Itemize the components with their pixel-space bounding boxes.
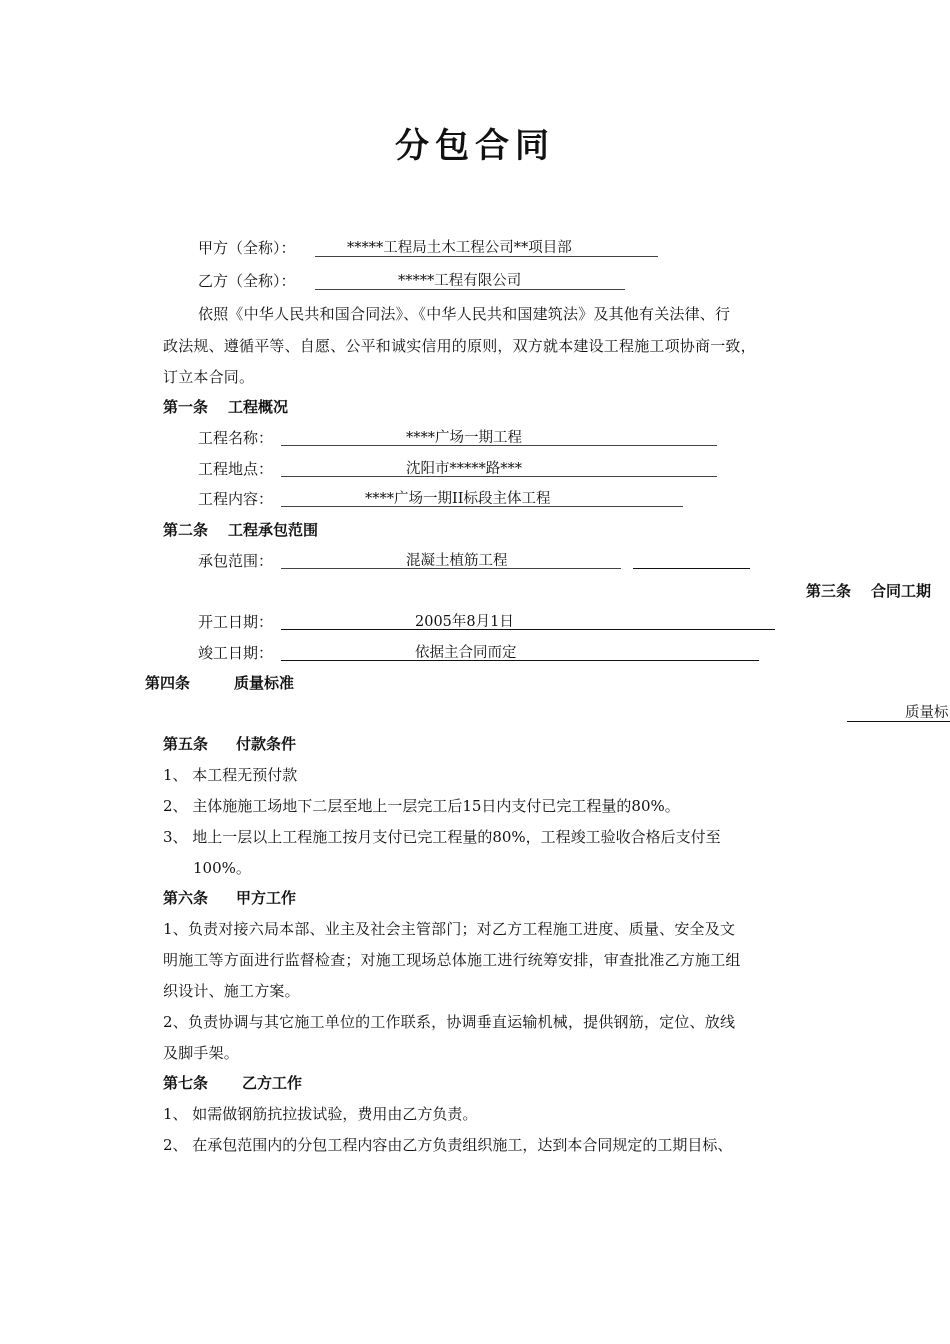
party-a-label: 甲方（全称）： [198, 239, 296, 257]
article-7-heading [163, 1073, 302, 1093]
preamble-line: 订立本合同。 [163, 368, 255, 386]
party-a-value: *****工程局土木工程公司**项目部 [347, 240, 572, 256]
project-location-value: 沈阳市*****路*** [406, 461, 522, 477]
article-title: 合同工期 [871, 582, 932, 600]
party-b-label: 乙方（全称）： [198, 272, 296, 290]
article-title: 甲方工作 [236, 889, 297, 907]
article-title: 工程概况 [228, 398, 289, 416]
article-number: 第六条 [163, 889, 209, 907]
project-name-value: ****广场一期工程 [406, 430, 522, 446]
party-b-duty-item: 2、 在承包范围内的分包工程内容由乙方负责组织施工，达到本合同规定的工期目标、 [163, 1136, 733, 1154]
preamble-line: 依照《中华人民共和国合同法》、《中华人民共和国建筑法》及其他有关法律、行 [198, 305, 731, 323]
preamble-line: 政法规、遵循平等、自愿、公平和诚实信用的原则，双方就本建设工程施工项协商一致， [163, 337, 756, 355]
article-number: 第七条 [163, 1074, 209, 1092]
project-content-label: 工程内容： [198, 490, 274, 508]
party-a-duty-line: 织设计、施工方案。 [163, 982, 300, 1000]
article-title: 付款条件 [236, 735, 297, 753]
start-date-value: 2005年8月1日 [415, 614, 514, 630]
party-a-duty-line: 及脚手架。 [163, 1044, 240, 1062]
quality-standard-value: 质量标 [905, 705, 949, 721]
start-date-label: 开工日期： [198, 613, 274, 631]
article-title: 质量标准 [234, 674, 295, 692]
scope-label: 承包范围： [198, 552, 274, 570]
article-title: 工程承包范围 [228, 521, 319, 539]
article-number: 第四条 [145, 674, 191, 692]
end-date-underline [281, 660, 759, 661]
party-a-duty-line: 1、负责对接六局本部、业主及社会主管部门；对乙方工程施工进度、质量、安全及文 [163, 920, 736, 938]
article-6-heading [163, 888, 296, 908]
party-b-duty-item: 1、 如需做钢筋抗拉拔试验，费用由乙方负责。 [163, 1105, 478, 1123]
article-5-heading [163, 734, 296, 754]
article-title: 乙方工作 [242, 1074, 303, 1092]
scope-value: 混凝土植筋工程 [406, 553, 508, 569]
project-content-value: ****广场一期II标段主体工程 [365, 491, 551, 507]
scope-underline-tail [633, 568, 750, 569]
document-title: 分包合同 [395, 126, 555, 166]
start-date-underline [281, 629, 775, 630]
article-number: 第三条 [806, 582, 852, 600]
article-3-heading [806, 581, 931, 601]
project-location-label: 工程地点： [198, 460, 274, 478]
party-b-value: *****工程有限公司 [398, 273, 522, 289]
payment-item: 1、 本工程无预付款 [163, 766, 298, 784]
payment-item-continued: 100%。 [193, 859, 251, 877]
article-4-heading [145, 673, 294, 693]
payment-item: 2、 主体施施工场地下二层至地上一层完工后15日内支付已完工程量的80%。 [163, 797, 680, 815]
article-number: 第二条 [163, 521, 209, 539]
article-number: 第五条 [163, 735, 209, 753]
payment-item: 3、 地上一层以上工程施工按月支付已完工程量的80%，工程竣工验收合格后支付至 [163, 828, 721, 846]
end-date-label: 竣工日期： [198, 644, 274, 662]
article-1-heading [163, 397, 288, 417]
end-date-value: 依据主合同而定 [415, 645, 517, 661]
project-name-label: 工程名称： [198, 429, 274, 447]
article-number: 第一条 [163, 398, 209, 416]
party-a-duty-line: 明施工等方面进行监督检查；对施工现场总体施工进行统筹安排，审查批准乙方施工组 [163, 951, 741, 969]
party-a-duty-line: 2、负责协调与其它施工单位的工作联系，协调垂直运输机械，提供钢筋，定位、放线 [163, 1013, 736, 1031]
article-2-heading [163, 520, 318, 540]
